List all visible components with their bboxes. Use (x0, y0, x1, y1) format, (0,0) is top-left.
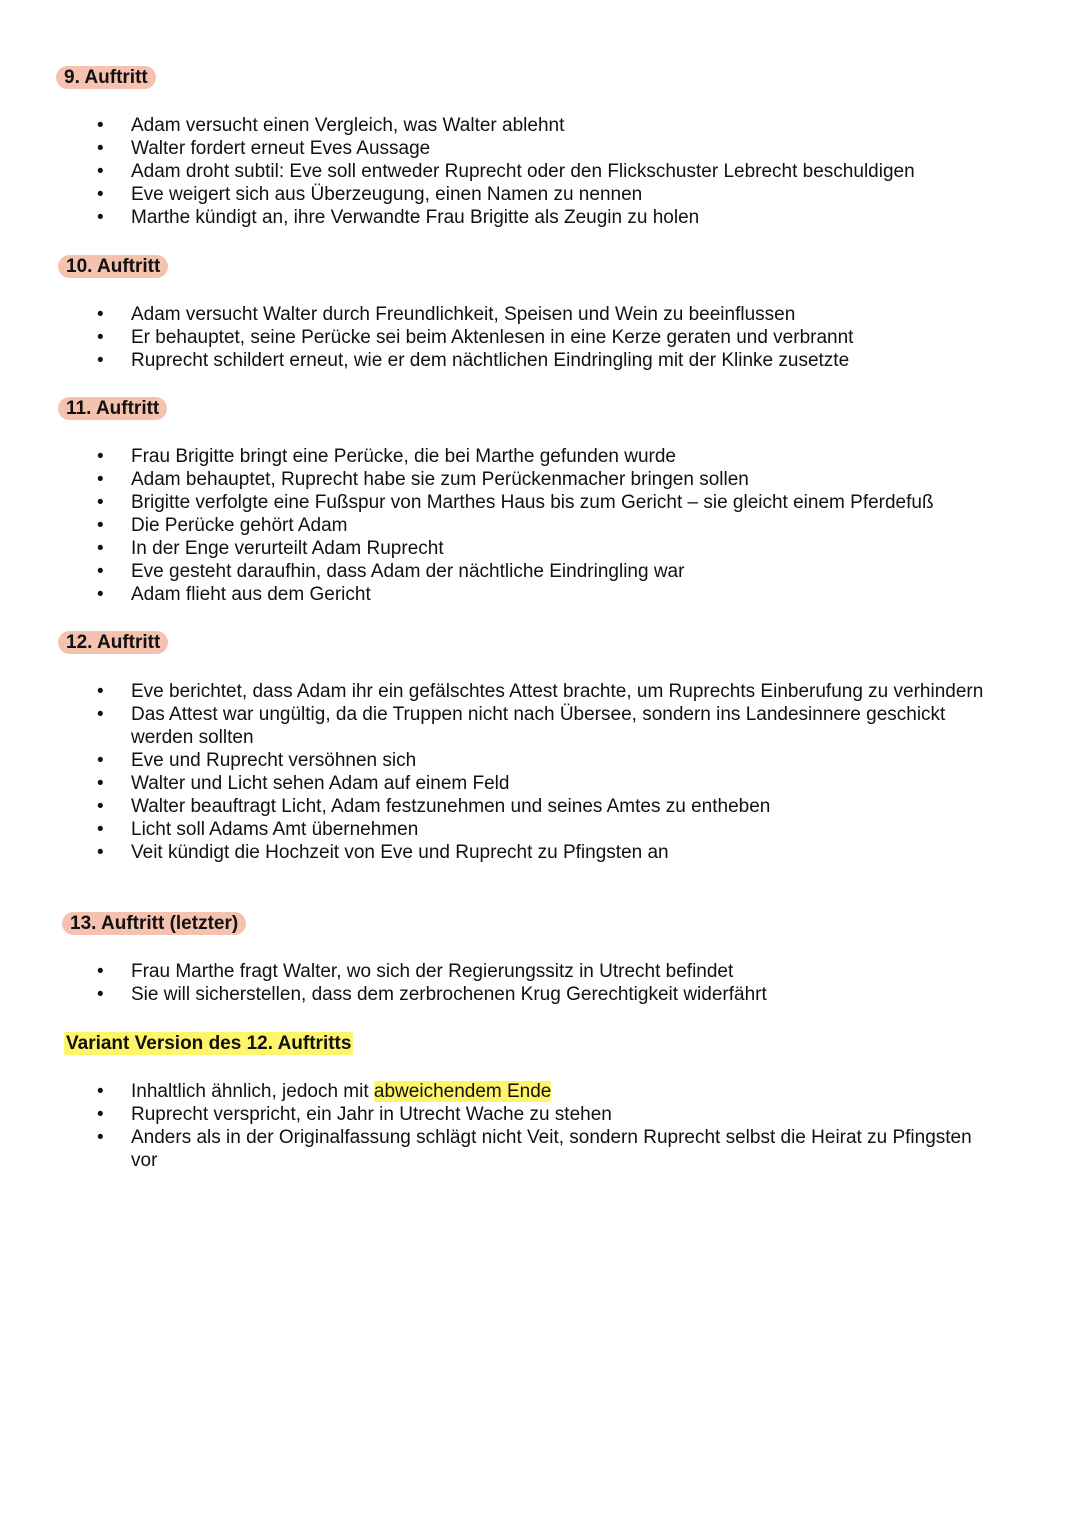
section-heading-13: 13. Auftritt (letzter) (62, 912, 246, 935)
bullet-icon: • (97, 446, 104, 467)
list-item: • Er behauptet, seine Perücke sei beim Aktenlesen in eine Kerze geraten und verbrannt (97, 327, 854, 348)
list-item: • Walter fordert erneut Eves Aussage (97, 138, 431, 159)
list-item: • Eve gesteht daraufhin, dass Adam der nächtliche Eindringling war (97, 561, 685, 582)
bullet-icon: • (97, 538, 104, 559)
list-item: • Die Perücke gehört Adam (97, 515, 348, 536)
list-item: • Eve und Ruprecht versöhnen sich (97, 750, 417, 771)
variant-list (0, 1080, 1080, 1172)
bullet-icon: • (97, 750, 104, 771)
section-heading-9: 9. Auftritt (56, 66, 156, 89)
bullet-icon: • (97, 492, 104, 513)
bullet-icon: • (97, 1127, 104, 1148)
bullet-icon: • (97, 207, 104, 228)
bullet-icon: • (97, 138, 104, 159)
section-heading-11: 11. Auftritt (58, 397, 167, 420)
bullet-icon: • (97, 1104, 104, 1125)
list-item: • Adam versucht einen Vergleich, was Walter ablehnt (97, 115, 565, 136)
section-list-9 (0, 114, 1080, 229)
section-heading-10: 10. Auftritt (58, 255, 168, 278)
list-item: • Veit kündigt die Hochzeit von Eve und Ruprecht zu Pfingsten an (97, 842, 669, 863)
bullet-icon: • (97, 773, 104, 794)
list-item: • Walter und Licht sehen Adam auf einem Feld (97, 773, 510, 794)
bullet-icon: • (97, 469, 104, 490)
bullet-icon: • (97, 350, 104, 371)
variant-item-text: Inhaltlich ähnlich, jedoch mit (131, 1081, 374, 1102)
section-list-12 (0, 680, 1080, 864)
list-item: • Frau Marthe fragt Walter, wo sich der Regierungssitz in Utrecht befindet (97, 961, 734, 982)
bullet-icon: • (97, 115, 104, 136)
highlighted-text: abweichendem Ende (373, 1081, 552, 1102)
list-item: • Adam flieht aus dem Gericht (97, 584, 371, 605)
variant-heading: Variant Version des 12. Auftritts (66, 1033, 352, 1054)
list-item: • Licht soll Adams Amt übernehmen (97, 819, 419, 840)
bullet-icon: • (97, 704, 104, 725)
list-item: • Ruprecht schildert erneut, wie er dem nächtlichen Eindringling mit der Klinke zusetzte (97, 350, 850, 371)
list-item: • Das Attest war ungültig, da die Truppen nicht nach Übersee, sondern ins Landesinnere geschickt werden sollten (97, 704, 946, 748)
list-item: • Adam behauptet, Ruprecht habe sie zum Perückenmacher bringen sollen (97, 469, 749, 490)
bullet-icon: • (97, 984, 104, 1005)
bullet-icon: • (97, 681, 104, 702)
list-item: • In der Enge verurteilt Adam Ruprecht (97, 538, 444, 559)
list-item: • Ruprecht verspricht, ein Jahr in Utrecht Wache zu stehen (97, 1104, 612, 1125)
list-item: • Eve berichtet, dass Adam ihr ein gefälschtes Attest brachte, um Ruprechts Einberufung zu verhindern (97, 681, 984, 702)
bullet-icon: • (97, 161, 104, 182)
bullet-icon: • (97, 796, 104, 817)
list-item: • Marthe kündigt an, ihre Verwandte Frau Brigitte als Zeugin zu holen (97, 207, 700, 228)
bullet-icon: • (97, 561, 104, 582)
list-item: • Eve weigert sich aus Überzeugung, einen Namen zu nennen (97, 184, 643, 205)
list-item: • Adam droht subtil: Eve soll entweder Ruprecht oder den Flickschuster Lebrecht beschuldigen (97, 161, 915, 182)
bullet-icon: • (97, 304, 104, 325)
bullet-icon: • (97, 1081, 104, 1102)
section-list-13 (0, 960, 1080, 1006)
bullet-icon: • (97, 327, 104, 348)
list-item: • Frau Brigitte bringt eine Perücke, die bei Marthe gefunden wurde (97, 446, 676, 467)
list-item: • Brigitte verfolgte eine Fußspur von Marthes Haus bis zum Gericht – sie gleicht einem Pferdefuß (97, 492, 934, 513)
list-item: • Anders als in der Originalfassung schlägt nicht Veit, sondern Ruprecht selbst die Heirat zu Pfingsten vor (97, 1127, 972, 1171)
list-item: • Adam versucht Walter durch Freundlichkeit, Speisen und Wein zu beeinflussen (97, 304, 796, 325)
bullet-icon: • (97, 584, 104, 605)
section-list-11 (0, 445, 1080, 606)
list-item: • Walter beauftragt Licht, Adam festzunehmen und seines Amtes zu entheben (97, 796, 771, 817)
section-list-10 (0, 303, 1080, 372)
bullet-icon: • (97, 819, 104, 840)
bullet-icon: • (97, 515, 104, 536)
list-item (0, 1080, 1080, 1103)
list-item: • Sie will sicherstellen, dass dem zerbrochenen Krug Gerechtigkeit widerfährt (97, 984, 767, 1005)
bullet-icon: • (97, 842, 104, 863)
bullet-icon: • (97, 961, 104, 982)
section-heading-12: 12. Auftritt (58, 631, 168, 654)
bullet-icon: • (97, 184, 104, 205)
